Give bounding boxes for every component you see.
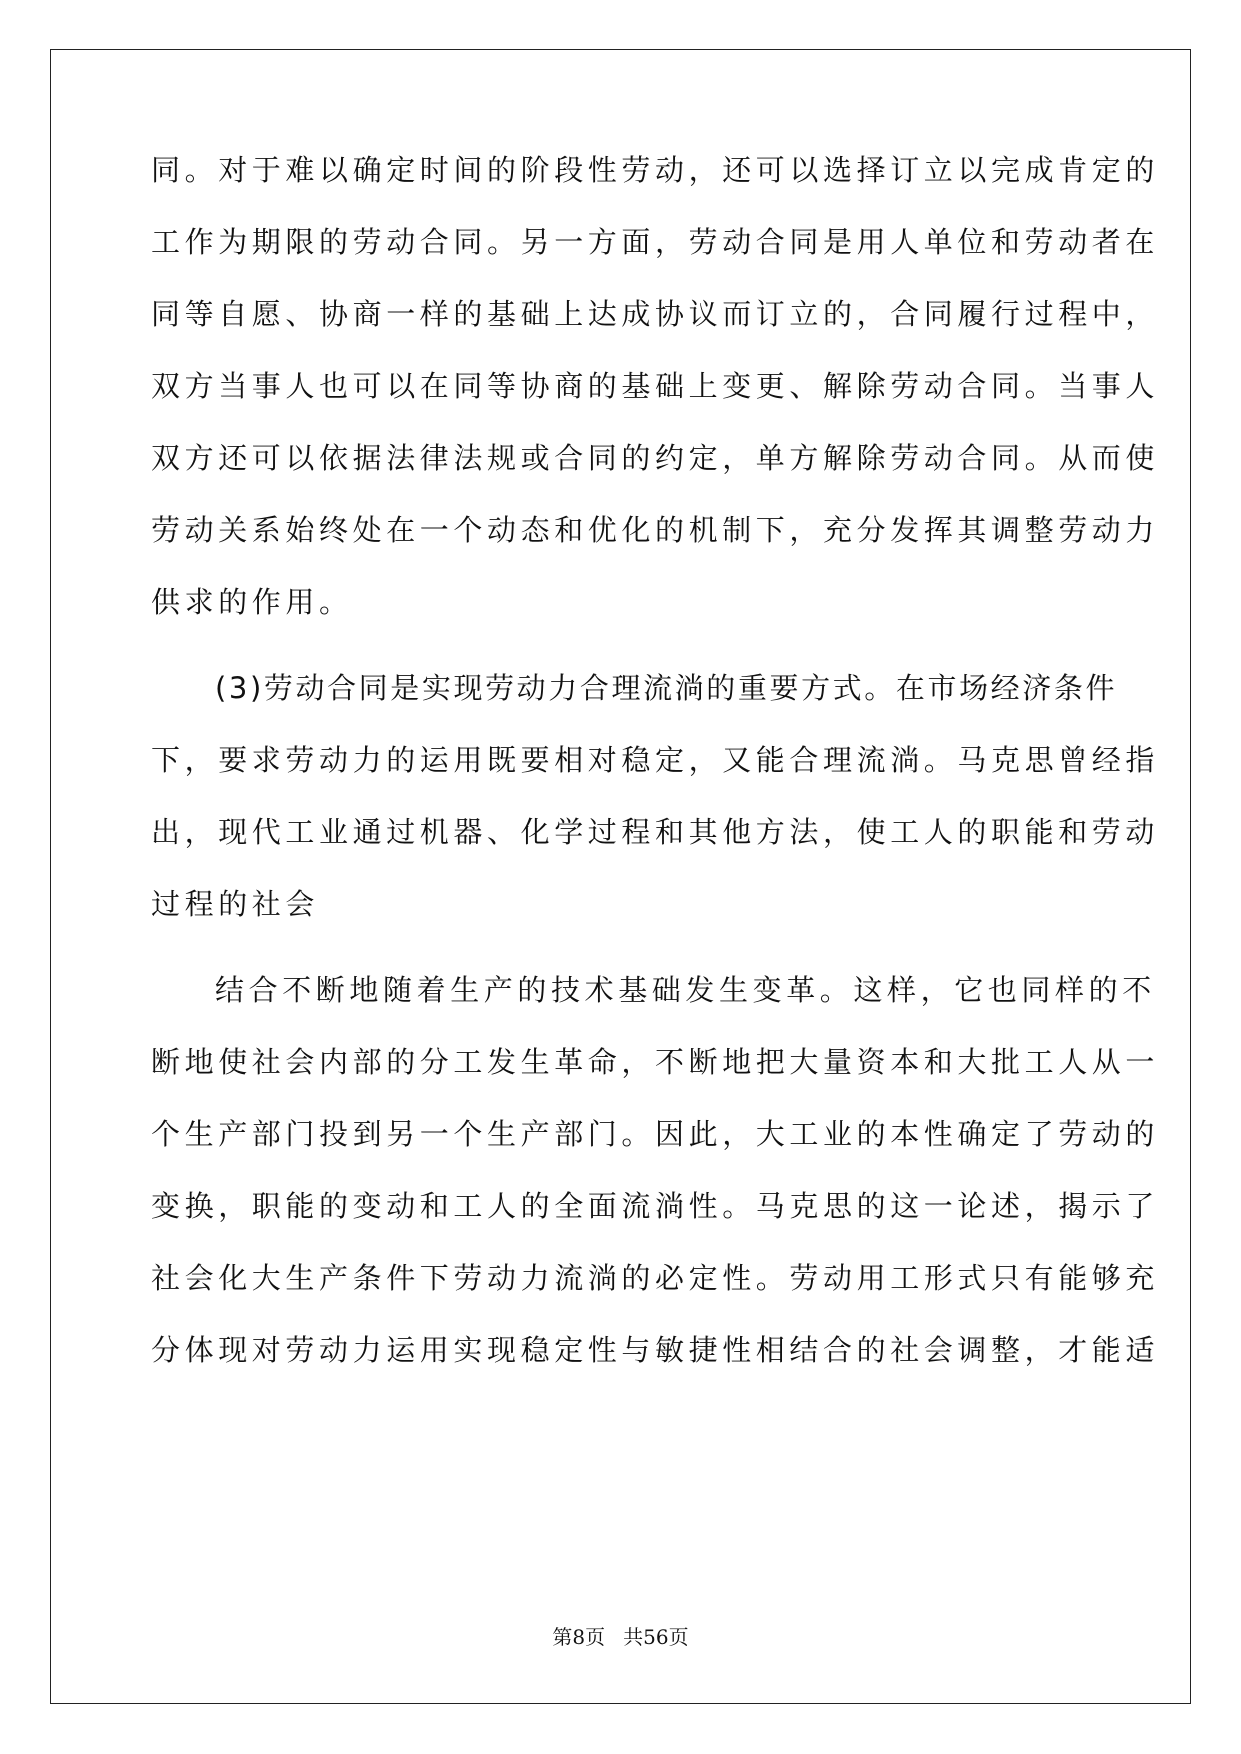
page-number: 第8页 — [552, 1625, 606, 1649]
text-line: 同等自愿、协商一样的基础上达成协议而订立的，合同履行过程中， — [151, 297, 1160, 331]
text-line: 供求的作用。 — [151, 585, 353, 619]
text-line: 双方还可以依据法律法规或合同的约定，单方解除劳动合同。从而使 — [151, 441, 1160, 475]
text-line: 工作为期限的劳动合同。另一方面，劳动合同是用人单位和劳动者在 — [151, 225, 1160, 259]
total-pages: 共56页 — [623, 1625, 689, 1649]
text-line: (3)劳动合同是实现劳动力合理流淌的重要方式。在市场经济条件 — [215, 671, 1118, 705]
text-line: 断地使社会内部的分工发生革命，不断地把大量资本和大批工人从一 — [151, 1045, 1160, 1079]
text-line: 双方当事人也可以在同等协商的基础上变更、解除劳动合同。当事人 — [151, 369, 1160, 403]
text-line: 社会化大生产条件下劳动力流淌的必定性。劳动用工形式只有能够充 — [151, 1261, 1160, 1295]
text-line: 下，要求劳动力的运用既要相对稳定，又能合理流淌。马克思曾经指 — [151, 743, 1160, 777]
text-line: 同。对于难以确定时间的阶段性劳动，还可以选择订立以完成肯定的 — [151, 153, 1160, 187]
page-footer — [0, 1625, 1241, 1649]
text-line: 劳动关系始终处在一个动态和优化的机制下，充分发挥其调整劳动力 — [151, 513, 1160, 547]
text-line: 分体现对劳动力运用实现稳定性与敏捷性相结合的社会调整，才能适 — [151, 1333, 1160, 1367]
text-line: 变换，职能的变动和工人的全面流淌性。马克思的这一论述，揭示了 — [151, 1189, 1160, 1223]
text-line: 个生产部门投到另一个生产部门。因此，大工业的本性确定了劳动的 — [151, 1117, 1160, 1151]
text-line: 结合不断地随着生产的技术基础发生变革。这样，它也同样的不 — [215, 973, 1156, 1007]
text-line: 过程的社会 — [151, 887, 320, 921]
text-line: 出，现代工业通过机器、化学过程和其他方法，使工人的职能和劳动 — [151, 815, 1160, 849]
